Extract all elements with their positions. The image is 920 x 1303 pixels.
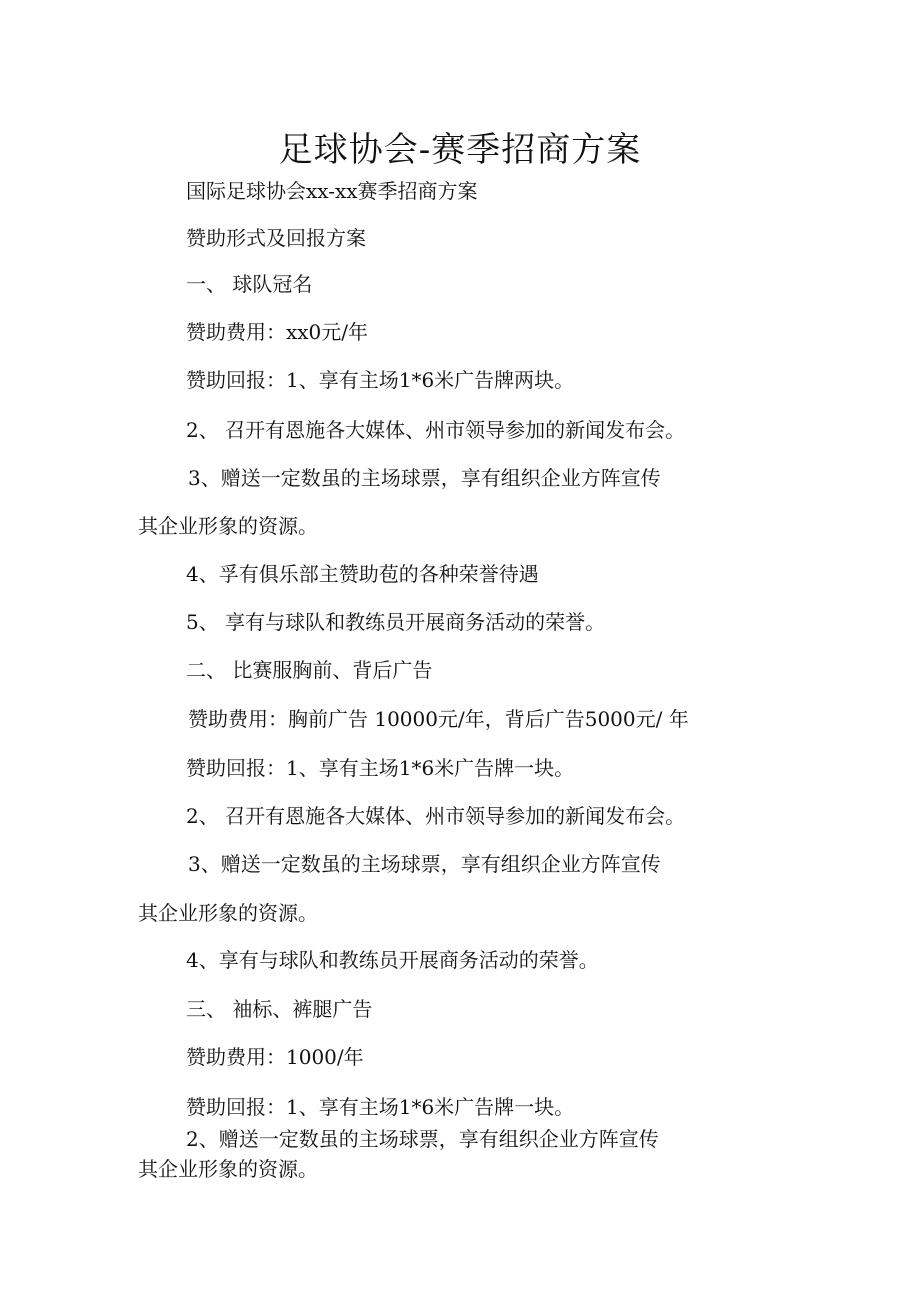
text-line: 2、 召开有恩施各大媒体、州市领导参加的新闻发布会。 xyxy=(186,804,686,828)
section-heading: 三、 袖标、裤腿广告 xyxy=(186,997,373,1021)
text-line: 赞助回报：1、享有主场1*6米广告牌两块。 xyxy=(186,368,575,392)
document-title: 足球协会-赛季招商方案 xyxy=(278,130,642,170)
text-line: 5、 享有与球队和教练员开展商务活动的荣誉。 xyxy=(186,610,606,634)
text-line: 3、赠送一定数虽的主场球票，享有组织企业方阵宣传 xyxy=(188,852,661,876)
text-line: 3、赠送一定数虽的主场球票，享有组织企业方阵宣传 xyxy=(188,466,661,490)
text-line: 2、 召开有恩施各大媒体、州市领导参加的新闻发布会。 xyxy=(186,418,686,442)
text-line: 国际足球协会xx-xx赛季招商方案 xyxy=(186,179,478,203)
text-line: 赞助费用：胸前广告 10000元/年，背后广告5000元/ 年 xyxy=(188,707,689,731)
text-line: 其企业形象的资源。 xyxy=(138,901,318,925)
text-line: 其企业形象的资源。 xyxy=(138,1157,318,1181)
text-line: 赞助回报：1、享有主场1*6米广告牌一块。 xyxy=(186,1095,575,1119)
text-line: 赞助形式及回报方案 xyxy=(186,226,366,250)
text-line: 赞助费用：1000/年 xyxy=(186,1045,364,1069)
section-heading: 一、 球队冠名 xyxy=(186,272,313,296)
text-line: 赞助回报：1、享有主场1*6米广告牌一块。 xyxy=(186,756,575,780)
text-line: 赞助费用：xx0元/年 xyxy=(186,320,369,344)
text-line: 其企业形象的资源。 xyxy=(138,514,318,538)
section-heading: 二、 比赛服胸前、背后广告 xyxy=(186,658,433,682)
text-line: 2、赠送一定数虽的主场球票，享有组织企业方阵宣传 xyxy=(186,1127,659,1151)
text-line: 4、享有与球队和教练员开展商务活动的荣誉。 xyxy=(186,948,599,972)
text-line: 4、孚有俱乐部主赞助苞的各种荣誉待遇 xyxy=(186,562,539,586)
